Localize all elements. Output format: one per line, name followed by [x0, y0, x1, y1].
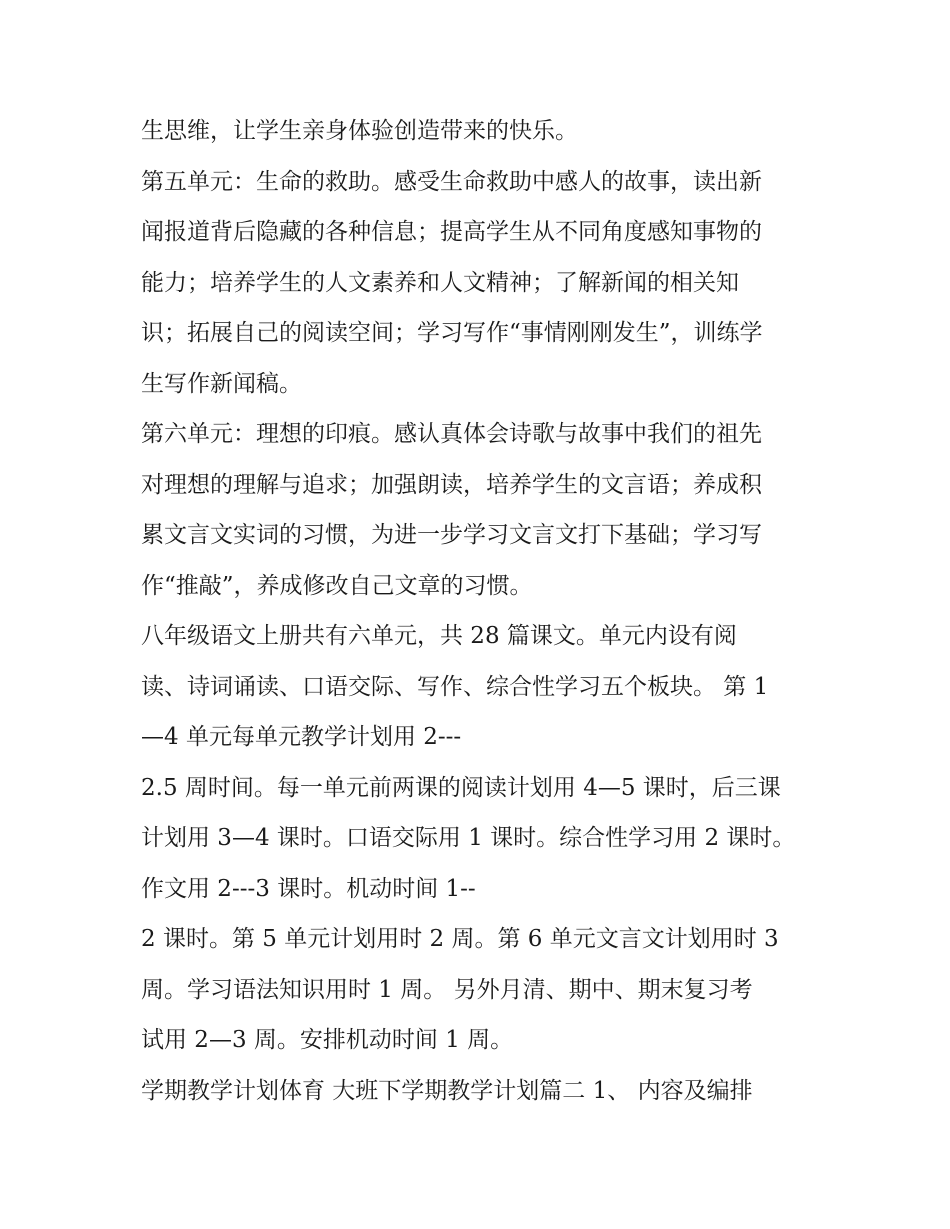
text-line: 八年级语文上册共有六单元，共 28 篇课文。单元内设有阅: [141, 623, 737, 649]
document-body: [141, 106, 821, 1116]
text-line: 累文言文实词的习惯，为进一步学习文言文打下基础；学习写: [141, 522, 762, 548]
text-line: 生写作新闻稿。: [141, 370, 302, 397]
text-line: 闻报道背后隐藏的各种信息；提高学生从不同角度感知事物的: [141, 219, 762, 245]
text-line: 计划用 3—4 课时。口语交际用 1 课时。综合性学习用 2 课时。: [141, 825, 796, 851]
text-line: —4 单元每单元教学计划用 2---: [141, 724, 462, 750]
text-line: 能力；培养学生的人文素养和人文精神；了解新闻的相关知: [141, 269, 739, 296]
text-line: 识；拓展自己的阅读空间；学习写作“事情刚刚发生”，训练学: [141, 320, 763, 346]
text-line: 周。学习语法知识用时 1 周。 另外月清、期中、期末复习考: [141, 976, 753, 1003]
text-line: 第五单元：生命的救助。感受生命救助中感人的故事，读出新: [141, 168, 762, 195]
text-line: 第六单元：理想的印痕。感认真体会诗歌与故事中我们的祖先: [141, 421, 762, 447]
text-line: 2.5 周时间。每一单元前两课的阅读计划用 4—5 课时，后三课: [141, 774, 781, 801]
text-line: 作文用 2---3 课时。机动时间 1--: [141, 875, 476, 902]
text-line: 读、诗词诵读、口语交际、写作、综合性学习五个板块。 第 1: [141, 673, 769, 700]
text-line: 学期教学计划体育 大班下学期教学计划篇二 1、 内容及编排: [141, 1077, 753, 1104]
text-line: 生思维，让学生亲身体验创造带来的快乐。: [141, 118, 578, 144]
text-line: 试用 2—3 周。安排机动时间 1 周。: [141, 1027, 514, 1053]
text-line: 对理想的理解与追求；加强朗读，培养学生的文言语；养成积: [141, 471, 762, 498]
text-line: 2 课时。第 5 单元计划用时 2 周。第 6 单元文言文计划用时 3: [141, 926, 779, 952]
text-line: 作“推敲”，养成修改自己文章的习惯。: [141, 572, 533, 599]
